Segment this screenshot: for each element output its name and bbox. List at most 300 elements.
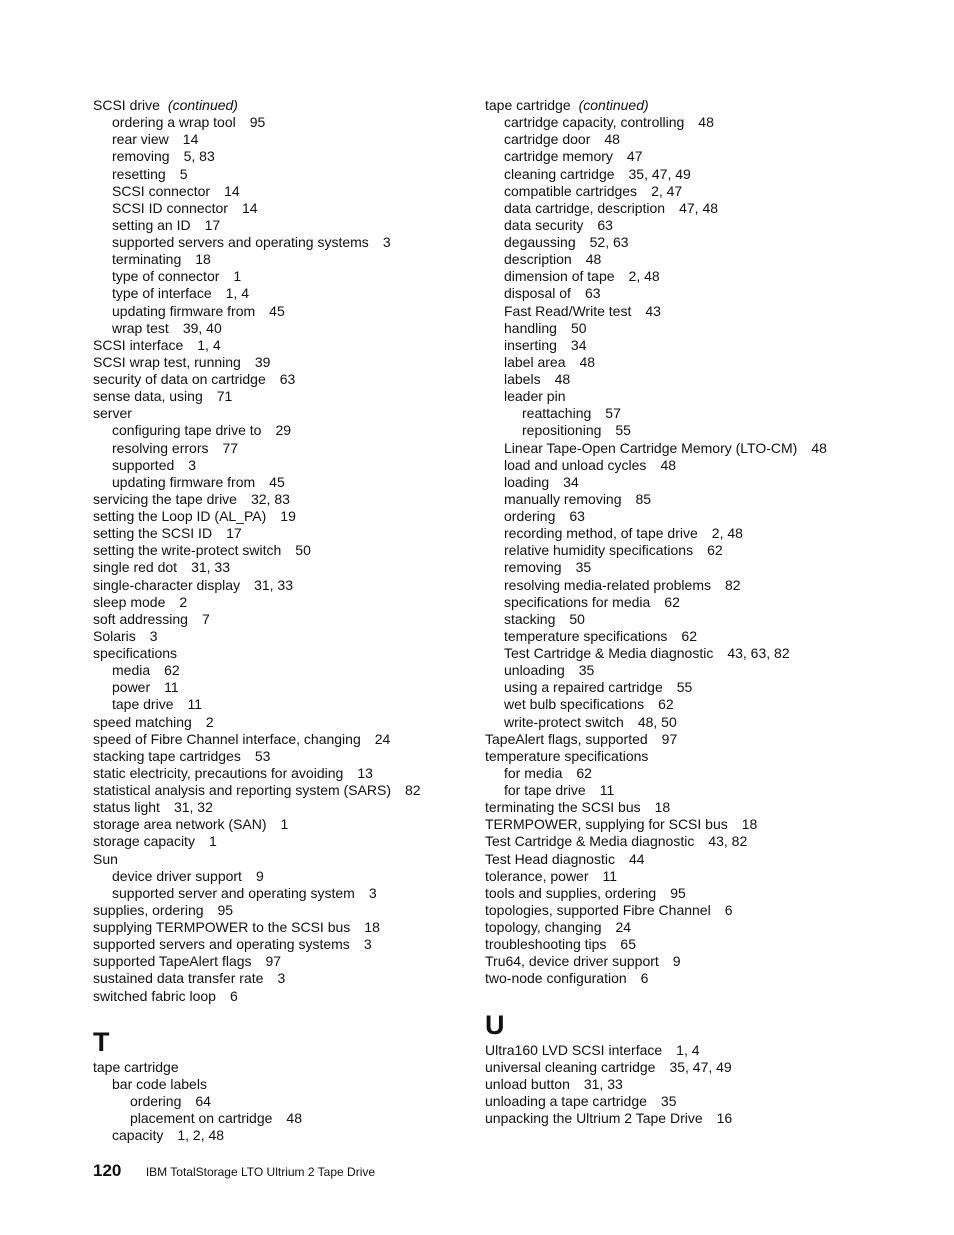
page-references: 31, 33 [254, 576, 294, 593]
page-number: 120 [93, 1161, 122, 1180]
page-references: 48 [286, 1110, 302, 1126]
index-term: Test Head diagnostic [485, 850, 615, 867]
index-entry [93, 337, 513, 354]
index-entry [93, 457, 513, 474]
index-term: Solaris [93, 627, 136, 644]
page-references: 3 [149, 627, 158, 644]
page-references: 18 [654, 799, 671, 816]
index-entry [485, 953, 885, 970]
page-references: 35 [575, 559, 592, 576]
index-entry [485, 782, 885, 799]
page-references: 95 [217, 901, 234, 918]
index-term: data cartridge, description [504, 199, 666, 216]
index-entry [93, 748, 513, 765]
index-term: sense data, using [93, 388, 203, 405]
index-term: status light [93, 799, 160, 816]
index-entry [93, 645, 513, 662]
index-entry [485, 885, 885, 902]
page-references: 1, 4 [225, 285, 249, 302]
index-entry [93, 525, 513, 542]
index-entry [485, 234, 885, 251]
page-references: 64 [195, 1092, 211, 1109]
index-term: removing [504, 559, 562, 576]
index-entry [485, 285, 885, 302]
index-term: SCSI ID connector [112, 199, 228, 216]
page-references: 63 [584, 285, 601, 302]
index-term: single-character display [93, 576, 241, 593]
section-spacer [93, 1005, 513, 1021]
index-term: rear view [112, 131, 169, 148]
page-references: 24 [374, 730, 391, 747]
page-references: 82 [405, 782, 421, 798]
index-term: leader pin [504, 388, 566, 405]
index-term: bar code labels [112, 1075, 207, 1092]
index-entry [485, 1110, 885, 1127]
index-entry [93, 388, 513, 405]
index-term: security of data on cartridge [93, 371, 266, 387]
index-term: tape cartridge [93, 1058, 179, 1075]
index-term: supported servers and operating systems [112, 234, 369, 250]
index-entry [485, 645, 885, 662]
index-term: cartridge capacity, controlling [504, 114, 685, 131]
page-references: 48 [811, 439, 827, 456]
index-term: Test Cartridge & Media diagnostic [485, 833, 695, 850]
page-references: 62 [658, 696, 674, 713]
page-references: 32, 83 [250, 490, 290, 507]
page-references: 48 [585, 251, 602, 268]
page-references: 95 [670, 884, 686, 901]
page-references: 1 [208, 833, 217, 850]
page-references: 19 [280, 508, 296, 524]
index-term: cartridge memory [504, 148, 613, 165]
page-references: 29 [275, 422, 292, 439]
index-entry [485, 131, 885, 148]
page-references: 2 [205, 713, 214, 730]
page-references: 14 [224, 182, 240, 199]
index-term: server [93, 405, 132, 422]
index-entry [93, 371, 513, 388]
index-term: stacking [504, 610, 556, 627]
index-term: topology, changing [485, 919, 602, 935]
index-entry [93, 542, 513, 559]
index-entry [93, 559, 513, 576]
index-term: switched fabric loop [93, 987, 216, 1004]
index-term: sleep mode [93, 593, 166, 610]
index-term: SCSI wrap test, running [93, 353, 241, 370]
page-references: 97 [661, 730, 678, 747]
index-entry [485, 714, 885, 731]
index-term: two-node configuration [485, 970, 627, 987]
index-term: tape drive [112, 696, 174, 713]
index-term: for tape drive [504, 782, 586, 798]
index-term: stacking tape cartridges [93, 747, 241, 764]
index-entry [485, 851, 885, 868]
index-term: specifications [93, 645, 178, 661]
page-references: 2, 48 [628, 268, 660, 285]
index-entry [93, 217, 513, 234]
index-entry [485, 662, 885, 679]
index-term: degaussing [504, 234, 576, 250]
index-entry [485, 251, 885, 268]
index-term: Sun [93, 850, 118, 867]
index-entry [485, 354, 885, 371]
page-references: 3 [277, 970, 286, 987]
index-entry [93, 833, 513, 850]
page-references: 62 [164, 662, 180, 679]
index-entry [485, 508, 885, 525]
index-term: using a repaired cartridge [504, 679, 663, 696]
index-term: loading [504, 473, 550, 490]
index-term: manually removing [504, 490, 622, 507]
page-references: 6 [640, 970, 649, 987]
index-term: storage capacity [93, 833, 195, 850]
page-references: 55 [615, 422, 631, 439]
index-entry [93, 405, 513, 422]
index-entry [93, 114, 513, 131]
page-references: 1, 4 [197, 336, 221, 353]
index-entry [485, 114, 885, 131]
index-entry [93, 919, 513, 936]
page-references: 62 [681, 627, 697, 644]
index-entry [485, 183, 885, 200]
index-entry [93, 166, 513, 183]
index-entry [93, 662, 513, 679]
index-entry [93, 594, 513, 611]
index-term: removing [112, 148, 170, 165]
index-term: TERMPOWER, supplying for SCSI bus [485, 816, 728, 833]
page-references: 18 [364, 919, 380, 935]
index-term: unloading [504, 662, 565, 679]
index-term: data security [504, 216, 584, 233]
index-entry [93, 508, 513, 525]
page-references: 52, 63 [589, 234, 629, 250]
index-entry [485, 405, 885, 422]
index-term: speed matching [93, 713, 192, 730]
page-references: 48, 50 [637, 713, 677, 730]
index-entry [485, 833, 885, 850]
index-entry [485, 474, 885, 491]
index-entry [485, 679, 885, 696]
index-term: for media [504, 764, 563, 781]
index-entry [93, 577, 513, 594]
page-references: 24 [615, 919, 632, 935]
index-entry [485, 970, 885, 987]
index-term: TapeAlert flags, supported [485, 730, 648, 747]
page-references: 3 [382, 234, 391, 250]
index-entry [485, 748, 885, 765]
index-column-left [93, 97, 513, 1144]
page-references: 50 [569, 610, 585, 627]
index-entry [93, 799, 513, 816]
page-references: 31, 33 [583, 1075, 623, 1092]
index-entry [485, 799, 885, 816]
book-title: IBM TotalStorage LTO Ultrium 2 Tape Drive [145, 1165, 376, 1179]
index-term: Ultra160 LVD SCSI interface [485, 1041, 663, 1058]
page-references: 47 [626, 148, 643, 165]
index-term: relative humidity specifications [504, 542, 694, 559]
index-term: reattaching [522, 405, 592, 422]
index-term: disposal of [504, 285, 571, 302]
page-references: 63 [569, 508, 585, 524]
index-term: resolving errors [112, 439, 209, 456]
page-references: 14 [182, 131, 199, 148]
index-term: Test Cartridge & Media diagnostic [504, 645, 714, 661]
index-term: troubleshooting tips [485, 936, 607, 953]
index-entry [485, 577, 885, 594]
page-references: 18 [195, 251, 211, 268]
page-references: 65 [620, 936, 636, 953]
page-references: 6 [724, 901, 733, 918]
index-entry [485, 320, 885, 337]
index-term: SCSI drive [93, 97, 160, 113]
index-term: soft addressing [93, 610, 188, 627]
index-term: setting the SCSI ID [93, 525, 213, 542]
index-entry [93, 320, 513, 337]
index-entry [93, 131, 513, 148]
page-references: 55 [676, 679, 693, 696]
index-entry [93, 765, 513, 782]
page-references: 13 [357, 764, 373, 781]
page-references: 3 [363, 936, 372, 953]
index-term: setting the Loop ID (AL_PA) [93, 508, 267, 524]
index-entry [93, 628, 513, 645]
page-references: 35 [660, 1092, 677, 1109]
index-term: resolving media-related problems [504, 576, 711, 593]
index-entry [485, 491, 885, 508]
page-references: 31, 32 [173, 799, 213, 816]
index-term: unload button [485, 1075, 570, 1092]
page-references: 53 [254, 747, 271, 764]
index-entry [93, 474, 513, 491]
page-references: 43 [645, 302, 661, 319]
index-column-right [485, 97, 885, 1127]
index-term: tape cartridge [485, 97, 571, 113]
index-term: supported TapeAlert flags [93, 953, 252, 970]
index-term: recording method, of tape drive [504, 525, 698, 542]
index-entry [93, 491, 513, 508]
index-term: repositioning [522, 422, 602, 439]
index-entry [93, 1093, 513, 1110]
index-entry [485, 1059, 885, 1076]
index-term: wet bulb specifications [504, 696, 645, 713]
index-entry [93, 696, 513, 713]
page-references: 34 [570, 336, 587, 353]
index-entry [485, 200, 885, 217]
index-term: write-protect switch [504, 713, 624, 730]
page-references: 57 [605, 405, 621, 422]
index-entry [93, 1127, 513, 1144]
section-spacer [485, 988, 885, 1004]
index-entry [485, 611, 885, 628]
page-references: 5 [179, 165, 188, 182]
index-entry [93, 200, 513, 217]
index-entry [485, 166, 885, 183]
page-references: 43, 82 [708, 833, 748, 850]
index-term: supplying TERMPOWER to the SCSI bus [93, 919, 351, 935]
page-references: 48 [579, 353, 596, 370]
page-references: 11 [599, 782, 615, 798]
page-references: 62 [707, 542, 723, 559]
index-entry [93, 936, 513, 953]
index-term: placement on cartridge [130, 1110, 273, 1126]
index-term: dimension of tape [504, 268, 615, 285]
index-entry [93, 868, 513, 885]
index-term: setting the write-protect switch [93, 542, 282, 559]
page-footer [93, 1161, 375, 1181]
index-entry [485, 148, 885, 165]
page-references: 97 [265, 953, 282, 970]
index-term: wrap test [112, 319, 169, 336]
index-term: universal cleaning cartridge [485, 1058, 656, 1075]
page-references: 1 [233, 268, 242, 285]
index-entry [485, 303, 885, 320]
index-entry [485, 422, 885, 439]
page-references: 11 [602, 867, 618, 884]
index-entry [93, 234, 513, 251]
page-references: 34 [563, 473, 579, 490]
index-term: ordering [130, 1092, 182, 1109]
page-references: 45 [269, 302, 285, 319]
page-references: 35, 47, 49 [628, 165, 691, 182]
index-entry [93, 679, 513, 696]
index-term: supported server and operating system [112, 884, 355, 901]
index-term: inserting [504, 336, 557, 353]
page-references: 2, 47 [651, 182, 683, 199]
page-references: 1, 4 [676, 1041, 700, 1058]
index-entry [93, 251, 513, 268]
index-entry [485, 559, 885, 576]
index-entry [93, 268, 513, 285]
index-entry [485, 268, 885, 285]
page-references: 3 [188, 456, 197, 473]
index-entry [485, 217, 885, 234]
page-references: 62 [576, 764, 592, 781]
index-term: configuring tape drive to [112, 422, 262, 439]
page-references: 9 [672, 953, 681, 970]
index-entry [485, 97, 885, 114]
page-references: 43, 63, 82 [727, 645, 790, 661]
index-entry [93, 354, 513, 371]
index-term: unpacking the Ultrium 2 Tape Drive [485, 1110, 703, 1126]
page-references: 44 [628, 850, 645, 867]
index-entry [93, 303, 513, 320]
index-term: supported servers and operating systems [93, 936, 350, 953]
index-term: temperature specifications [485, 747, 649, 764]
index-term: servicing the tape drive [93, 490, 237, 507]
index-term: single red dot [93, 559, 178, 576]
index-entry [485, 1076, 885, 1093]
page-references: 85 [635, 490, 652, 507]
index-term: type of interface [112, 285, 212, 302]
index-entry [485, 696, 885, 713]
index-entry [485, 868, 885, 885]
index-term: supplies, ordering [93, 901, 204, 918]
index-entry [93, 885, 513, 902]
index-term: type of connector [112, 268, 220, 285]
page-references: 63 [597, 216, 613, 233]
index-term: specifications for media [504, 593, 651, 610]
index-term: updating firmware from [112, 302, 256, 319]
index-entry [485, 542, 885, 559]
index-entry [93, 611, 513, 628]
page-references: 1, 2, 48 [177, 1127, 225, 1144]
index-entry [485, 919, 885, 936]
index-term: device driver support [112, 867, 242, 884]
index-entry [485, 337, 885, 354]
index-term: Linear Tape-Open Cartridge Memory (LTO-CM) [504, 439, 798, 456]
index-term: tolerance, power [485, 867, 589, 884]
index-term: statistical analysis and reporting system (SARS) [93, 782, 391, 798]
index-term: sustained data transfer rate [93, 970, 264, 987]
index-term: terminating the SCSI bus [485, 799, 641, 816]
page-references: 16 [716, 1110, 733, 1126]
index-term: label area [504, 353, 566, 370]
index-term: ordering [504, 508, 556, 524]
index-entry [93, 714, 513, 731]
section-letter-heading: T [93, 1026, 110, 1057]
page-references: 39, 40 [182, 319, 222, 336]
page-references: 3 [368, 884, 377, 901]
index-term: storage area network (SAN) [93, 816, 267, 833]
index-term: cartridge door [504, 131, 591, 148]
index-entry [93, 1076, 513, 1093]
page-references: 9 [255, 867, 264, 884]
page-references: 11 [187, 696, 203, 713]
index-term: power [112, 679, 151, 696]
index-entry [485, 816, 885, 833]
page-references: 5, 83 [183, 148, 215, 165]
page-references: 77 [222, 439, 239, 456]
index-entry [93, 97, 513, 114]
index-entry [485, 936, 885, 953]
page-references: 50 [570, 319, 587, 336]
index-term: handling [504, 319, 557, 336]
index-entry [93, 285, 513, 302]
page-references: 17 [226, 525, 242, 542]
index-term: load and unload cycles [504, 456, 647, 473]
index-term: Tru64, device driver support [485, 953, 659, 970]
index-entry [485, 1042, 885, 1059]
index-term: description [504, 251, 572, 268]
page-references: 39 [254, 353, 271, 370]
index-term: temperature specifications [504, 627, 668, 644]
index-term: topologies, supported Fibre Channel [485, 901, 711, 918]
page-references: 14 [241, 199, 258, 216]
index-entry [485, 388, 885, 405]
page-references: 48 [604, 131, 620, 148]
page-references: 48 [698, 114, 714, 131]
page-references: 48 [554, 371, 571, 387]
page-references: 11 [164, 679, 179, 696]
index-term: labels [504, 371, 541, 387]
index-entry [485, 457, 885, 474]
page-references: 82 [725, 576, 741, 593]
continued-label: (continued) [578, 97, 649, 113]
page-references: 6 [229, 987, 238, 1004]
page-references: 31, 33 [191, 559, 230, 576]
index-entry [93, 953, 513, 970]
page-references: 35, 47, 49 [669, 1058, 732, 1075]
index-term: setting an ID [112, 216, 191, 233]
index-term: capacity [112, 1127, 164, 1144]
page-references: 48 [660, 456, 677, 473]
index-term: supported [112, 456, 175, 473]
index-entry [485, 731, 885, 748]
index-entry [485, 1093, 885, 1110]
index-term: resetting [112, 165, 166, 182]
page-references: 47, 48 [679, 199, 719, 216]
index-term: tools and supplies, ordering [485, 884, 657, 901]
